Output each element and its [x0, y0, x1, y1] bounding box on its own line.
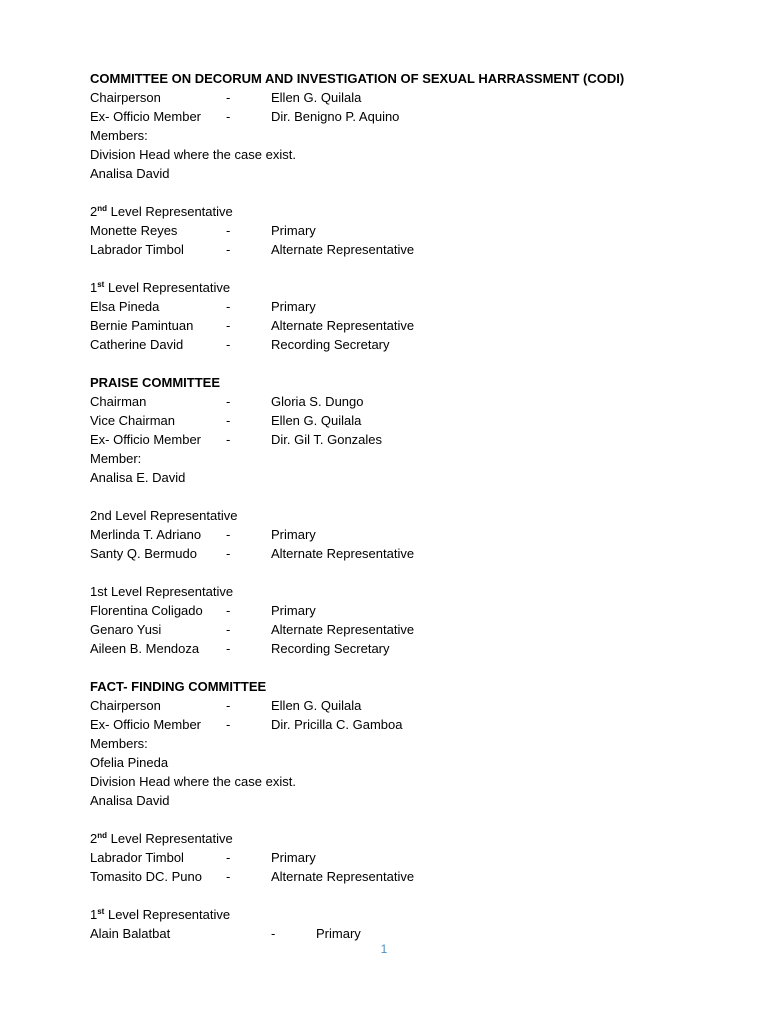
praise-vice-chairman-row [90, 411, 730, 430]
codi-title: COMMITTEE ON DECORUM AND INVESTIGATION OF SEXUAL HARRASSMENT (CODI) [90, 71, 625, 86]
level-suffix: st [97, 907, 105, 916]
member-role: Alternate Representative [271, 318, 415, 333]
praise-members-label: Member: [90, 451, 142, 466]
separator-dash: - [226, 546, 231, 561]
codi-member: Division Head where the case exist. [90, 147, 296, 162]
praise-second-level-row [90, 544, 730, 563]
codi-ex-officio-row [90, 107, 730, 126]
fact-second-level-row [90, 867, 730, 886]
praise-first-level-row [90, 601, 730, 620]
member-name: Aileen B. Mendoza [90, 641, 200, 656]
fact-member: Ofelia Pineda [90, 755, 169, 770]
member-name: Labrador Timbol [90, 242, 184, 257]
member-role: Alternate Representative [271, 242, 415, 257]
separator-dash: - [226, 413, 231, 428]
separator-dash: - [226, 698, 231, 713]
praise-ex-officio-row [90, 430, 730, 449]
praise-first-level-row [90, 639, 730, 658]
member-name: Florentina Coligado [90, 603, 203, 618]
level-label: Level Representative [107, 204, 233, 219]
codi-second-level-row [90, 240, 730, 259]
member-name: Ellen G. Quilala [271, 90, 362, 105]
member-name: Genaro Yusi [90, 622, 162, 637]
member-name: Ellen G. Quilala [271, 413, 362, 428]
member-role: Primary [271, 299, 316, 314]
fact-chairperson-row [90, 696, 730, 715]
level-label: Level Representative [104, 907, 231, 922]
member-role: Primary [271, 527, 316, 542]
role-label: Vice Chairman [90, 413, 176, 428]
member-role: Primary [271, 603, 316, 618]
separator-dash: - [226, 299, 231, 314]
role-label: Ex- Officio Member [90, 717, 202, 732]
separator-dash: - [226, 641, 231, 656]
member-name: Ellen G. Quilala [271, 698, 362, 713]
fact-first-level-heading [90, 905, 730, 924]
spacer [90, 354, 730, 373]
member-role: Primary [271, 850, 316, 865]
fact-ex-officio-row [90, 715, 730, 734]
codi-first-level-heading [90, 278, 730, 297]
level-suffix: nd [97, 204, 108, 213]
codi-member: Analisa David [90, 166, 170, 181]
separator-dash: - [226, 603, 231, 618]
spacer [90, 259, 730, 278]
spacer [90, 658, 730, 677]
fact-member: Division Head where the case exist. [90, 774, 296, 789]
fact-member: Analisa David [90, 793, 170, 808]
member-name: Bernie Pamintuan [90, 318, 194, 333]
codi-first-level-row [90, 297, 730, 316]
codi-first-level-row [90, 316, 730, 335]
fact-members-label: Members: [90, 736, 148, 751]
codi-second-level-heading [90, 202, 730, 221]
separator-dash: - [226, 90, 231, 105]
member-role: Alternate Representative [271, 546, 415, 561]
level-number: 1 [90, 280, 98, 295]
level-suffix: nd [97, 831, 108, 840]
level-number: 1 [90, 907, 98, 922]
codi-first-level-row [90, 335, 730, 354]
praise-second-level-row [90, 525, 730, 544]
separator-dash: - [226, 394, 231, 409]
member-role: Alternate Representative [271, 622, 415, 637]
spacer [90, 183, 730, 202]
spacer [90, 487, 730, 506]
praise-first-level-row [90, 620, 730, 639]
member-name: Dir. Benigno P. Aquino [271, 109, 400, 124]
level-suffix: st [97, 280, 105, 289]
fact-first-level-row [90, 924, 730, 943]
separator-dash: - [226, 242, 231, 257]
separator-dash: - [226, 717, 231, 732]
member-name: Catherine David [90, 337, 184, 352]
level-label: Level Representative [107, 831, 233, 846]
member-name: Santy Q. Bermudo [90, 546, 197, 561]
separator-dash: - [271, 926, 276, 941]
separator-dash: - [226, 869, 231, 884]
member-name: Monette Reyes [90, 223, 178, 238]
spacer [90, 563, 730, 582]
codi-members-label: Members: [90, 128, 148, 143]
praise-chairman-row [90, 392, 730, 411]
separator-dash: - [226, 527, 231, 542]
role-label: Ex- Officio Member [90, 109, 202, 124]
member-name: Gloria S. Dungo [271, 394, 364, 409]
member-name: Labrador Timbol [90, 850, 184, 865]
separator-dash: - [226, 337, 231, 352]
fact-finding-title: FACT- FINDING COMMITTEE [90, 679, 267, 694]
separator-dash: - [226, 318, 231, 333]
member-role: Recording Secretary [271, 337, 390, 352]
separator-dash: - [226, 432, 231, 447]
codi-chairperson-row [90, 88, 730, 107]
role-label: Chairman [90, 394, 147, 409]
fact-second-level-row [90, 848, 730, 867]
page-number: 1 [380, 942, 388, 956]
member-role: Primary [316, 926, 361, 941]
level-label: Level Representative [104, 280, 231, 295]
document-body [90, 69, 730, 943]
separator-dash: - [226, 622, 231, 637]
member-name: Elsa Pineda [90, 299, 160, 314]
fact-second-level-heading [90, 829, 730, 848]
level-number: 2 [90, 204, 98, 219]
praise-first-level-heading: 1st Level Representative [90, 584, 234, 599]
praise-member: Analisa E. David [90, 470, 186, 485]
member-name: Tomasito DC. Puno [90, 869, 202, 884]
member-name: Dir. Pricilla C. Gamboa [271, 717, 403, 732]
codi-second-level-row [90, 221, 730, 240]
member-role: Primary [271, 223, 316, 238]
member-name: Merlinda T. Adriano [90, 527, 202, 542]
separator-dash: - [226, 850, 231, 865]
separator-dash: - [226, 109, 231, 124]
praise-title: PRAISE COMMITTEE [90, 375, 221, 390]
spacer [90, 886, 730, 905]
role-label: Chairperson [90, 698, 161, 713]
separator-dash: - [226, 223, 231, 238]
member-role: Recording Secretary [271, 641, 390, 656]
praise-second-level-heading: 2nd Level Representative [90, 508, 238, 523]
member-name: Dir. Gil T. Gonzales [271, 432, 383, 447]
role-label: Ex- Officio Member [90, 432, 202, 447]
role-label: Chairperson [90, 90, 161, 105]
member-role: Alternate Representative [271, 869, 415, 884]
spacer [90, 810, 730, 829]
level-number: 2 [90, 831, 98, 846]
member-name: Alain Balatbat [90, 926, 171, 941]
